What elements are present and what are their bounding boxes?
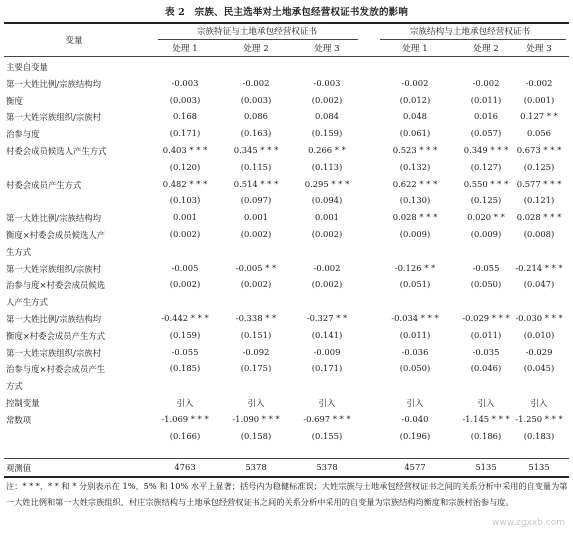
table-cell: (0.003) <box>169 94 201 105</box>
table-cell: (0.103) <box>169 195 201 206</box>
row-label: 第一大姓宗族组织/宗族村 <box>6 263 101 274</box>
table-cell: (0.196) <box>399 430 431 441</box>
table-cell: (0.115) <box>240 161 272 172</box>
table-cell: -1.250 * * * <box>515 413 563 424</box>
header-variable: 变量 <box>65 36 83 46</box>
table-row <box>0 77 573 91</box>
table-cell: 0.016 <box>474 111 498 122</box>
table-cell: (0.183) <box>523 430 555 441</box>
table-cell: (0.125) <box>470 195 502 206</box>
table-cell: (0.002) <box>169 279 201 290</box>
table-cell: (0.141) <box>311 329 343 340</box>
table-cell: 0.349 * * * <box>463 145 509 155</box>
row-label: 治参与度×村委会成员候选 <box>6 280 106 291</box>
table-title: 表 2 宗族、民主选举对土地承包经营权证书发放的影响 <box>164 7 409 18</box>
table-cell: (0.166) <box>169 430 201 441</box>
table-cell: 0.295 * * * <box>304 178 350 189</box>
table-cell: -0.126 * * <box>394 262 436 273</box>
treatment-header: 处理 1 <box>402 44 428 54</box>
table-cell: (0.002) <box>240 279 272 290</box>
table-cell: (0.050) <box>470 279 502 290</box>
table-cell: -0.092 <box>242 346 270 357</box>
table-cell: -0.214 * * * <box>515 262 563 273</box>
table-cell: -0.036 <box>401 346 429 357</box>
table-row <box>0 211 573 225</box>
table-cell: 0.523 * * * <box>392 145 438 155</box>
table-row <box>0 396 573 410</box>
table-cell: 0.403 * * * <box>162 145 208 155</box>
table-cell: 0.001 <box>173 212 197 223</box>
table-cell: (0.186) <box>470 430 502 441</box>
row-label: 衡度 <box>6 95 23 106</box>
observations-cell: 5135 <box>528 462 550 472</box>
table-row <box>0 278 573 292</box>
table-row <box>0 194 573 208</box>
table-cell: -0.055 <box>171 346 199 357</box>
table-cell: (0.003) <box>240 94 272 105</box>
table-cell: 0.020 * * <box>467 212 505 223</box>
table-cell: (0.061) <box>399 128 431 139</box>
table-cell: 0.168 <box>173 111 197 122</box>
table-cell: (0.159) <box>311 128 343 139</box>
observations-cell: 4577 <box>404 462 426 472</box>
treatment-header: 处理 2 <box>473 44 499 54</box>
table-cell: 引入 <box>406 398 424 408</box>
row-label: 第一大姓宗族组织/宗族村 <box>6 347 101 358</box>
table-cell: 0.028 * * * <box>392 212 438 223</box>
table-row <box>0 346 573 360</box>
table-row <box>0 262 573 276</box>
table-cell: 0.622 * * * <box>392 178 438 189</box>
table-row <box>0 60 573 74</box>
table-row <box>0 144 573 158</box>
table-cell: (0.120) <box>169 161 201 172</box>
table-cell: 引入 <box>247 398 265 408</box>
table-cell: (0.130) <box>399 195 431 206</box>
table-cell: -0.002 <box>313 262 341 273</box>
table-cell: -0.029 * * * <box>462 313 510 323</box>
table-note: 注：* * *、* * 和 * 分别表示在 1%、5% 和 10% 水平上显著；括号内为稳健标准误；大姓宗族与土地承包经营权证书之间的关系分析中采用的自变量为第一大姓比例和第一大姓宗族组织、村庄宗族结构与土地承包经营权证书之间的关系分析中采用的自变量为宗族结构均衡度和宗族村治参与度。 <box>6 481 568 507</box>
table-cell: (0.010) <box>523 329 555 340</box>
table-cell: (0.002) <box>311 229 343 239</box>
table-cell: -1.069 * * * <box>161 413 209 424</box>
table-cell: -0.442 * * * <box>161 313 209 323</box>
table-row <box>0 379 573 393</box>
table-cell: (0.125) <box>523 161 555 172</box>
table-cell: 0.673 * * * <box>516 145 562 155</box>
header-group1: 宗族特征与土地承包经营权证书 <box>196 27 318 37</box>
table-cell: (0.002) <box>240 229 272 239</box>
table-row <box>0 178 573 192</box>
table-cell: -0.327 * * <box>306 313 348 323</box>
table-cell: (0.121) <box>523 195 555 206</box>
table-cell: -0.035 <box>472 346 500 357</box>
table-cell: 0.127 * * <box>520 111 558 122</box>
table-cell: 引入 <box>477 398 495 408</box>
table-cell: (0.002) <box>311 94 343 105</box>
table-row <box>0 413 573 427</box>
table-cell: (0.171) <box>311 363 343 374</box>
table-cell: (0.151) <box>240 329 272 340</box>
table-cell: (0.011) <box>470 329 502 340</box>
table-cell: 0.084 <box>315 111 339 122</box>
table-row <box>0 94 573 108</box>
top-rule <box>4 22 569 24</box>
table-cell: -0.003 <box>171 77 199 88</box>
observations-cell: 5378 <box>245 462 267 472</box>
table-cell: (0.159) <box>169 329 201 340</box>
treatment-header: 处理 1 <box>172 44 198 54</box>
treatment-header: 处理 3 <box>526 44 552 54</box>
row-label: 第一大姓宗族组织/宗族村 <box>6 112 101 123</box>
table-cell: (0.051) <box>399 279 431 290</box>
table-row <box>0 228 573 242</box>
table-cell: -0.338 * * <box>235 313 277 323</box>
row-label: 村委会成员候选人产生方式 <box>6 146 107 156</box>
table-cell: (0.113) <box>311 161 343 172</box>
table-cell: (0.185) <box>169 363 201 374</box>
table-cell: (0.097) <box>240 195 272 206</box>
table-cell: 0.550 * * * <box>463 178 509 189</box>
table-cell: 0.028 * * * <box>516 212 562 223</box>
table-row <box>0 161 573 175</box>
table-cell: 引入 <box>530 398 548 408</box>
table-cell: (0.046) <box>470 363 502 374</box>
table-cell: -0.029 <box>525 346 553 357</box>
table-cell: -0.697 * * * <box>303 413 351 424</box>
row-label: 主要自变量 <box>6 62 48 72</box>
table-cell: 0.048 <box>403 111 427 122</box>
table-cell: (0.047) <box>523 279 555 290</box>
observations-label: 观测值 <box>6 463 32 473</box>
table-cell: (0.057) <box>470 128 502 139</box>
table-cell: 0.086 <box>244 111 268 122</box>
table-cell: 0.266 * * <box>308 145 346 155</box>
treatment-header: 处理 2 <box>243 44 269 54</box>
row-label: 治参与度 <box>6 129 40 140</box>
header-rule <box>4 56 569 57</box>
table-cell: -0.005 * * <box>235 262 277 273</box>
treatment-header: 处理 3 <box>314 44 340 54</box>
table-row <box>0 362 573 376</box>
row-label: 常数项 <box>6 414 32 425</box>
table-cell: (0.132) <box>399 161 431 172</box>
table-row <box>0 245 573 259</box>
table-row <box>0 295 573 309</box>
row-label: 生方式 <box>6 246 32 257</box>
table-cell: (0.050) <box>399 363 431 374</box>
table-cell: -0.003 <box>313 77 341 88</box>
table-cell: -0.055 <box>472 262 500 273</box>
watermark: www.zgxxb.com <box>491 518 565 528</box>
table-cell: 0.514 * * * <box>233 178 279 189</box>
table-cell: (0.012) <box>399 94 431 105</box>
header-group2: 宗族结构与土地承包经营权证书 <box>409 27 531 37</box>
table-cell: 0.001 <box>315 212 339 223</box>
table-cell: -0.005 <box>171 262 199 273</box>
table-cell: (0.002) <box>311 279 343 290</box>
table-cell: 0.482 * * * <box>162 178 208 189</box>
table-cell: -0.002 <box>472 77 500 88</box>
row-label: 控制变量 <box>6 398 40 408</box>
table-cell: (0.002) <box>169 229 201 239</box>
row-label: 第一大姓比例/宗族结构均 <box>6 314 101 324</box>
row-label: 第一大姓比例/宗族结构均 <box>6 213 101 224</box>
group2-underline <box>380 39 566 40</box>
table-cell: 引入 <box>176 398 194 408</box>
table-cell: -0.002 <box>401 77 429 88</box>
table-row <box>0 430 573 444</box>
table-row <box>0 312 573 326</box>
table-cell: (0.009) <box>470 229 502 239</box>
table-cell: -0.002 <box>242 77 270 88</box>
table-cell: (0.175) <box>240 363 272 374</box>
table-cell: (0.163) <box>240 128 272 139</box>
observations-row <box>0 461 573 475</box>
table-cell: (0.011) <box>399 329 431 340</box>
table-row <box>0 127 573 141</box>
observations-rule <box>4 458 569 459</box>
table-row <box>0 329 573 343</box>
table-cell: (0.155) <box>311 430 343 441</box>
table-cell: -0.009 <box>313 346 341 357</box>
observations-cell: 5135 <box>475 462 497 472</box>
table-cell: 0.577 * * * <box>516 178 562 189</box>
table-cell: 0.345 * * * <box>233 145 279 155</box>
table-cell: -0.030 * * * <box>515 313 563 323</box>
observations-cell: 4763 <box>174 462 196 472</box>
table-cell: -0.040 <box>401 413 429 424</box>
table-cell: 0.001 <box>244 212 268 223</box>
table-cell: -0.002 <box>525 77 553 88</box>
row-label: 村委会成员产生方式 <box>6 179 82 190</box>
table-cell: 0.056 <box>527 128 551 139</box>
table-row <box>0 110 573 124</box>
table-cell: (0.009) <box>399 229 431 239</box>
group1-underline <box>158 39 358 40</box>
table-cell: (0.011) <box>470 94 502 105</box>
table-cell: -1.090 * * * <box>232 413 280 424</box>
observations-cell: 5378 <box>316 462 338 472</box>
row-label: 治参与度×村委会成员产生 <box>6 364 106 375</box>
table-cell: 引入 <box>318 398 336 408</box>
row-label: 方式 <box>6 381 23 392</box>
table-cell: (0.171) <box>169 128 201 139</box>
table-cell: (0.008) <box>523 229 555 239</box>
table-cell: (0.127) <box>470 161 502 172</box>
row-label: 第一大姓比例/宗族结构均 <box>6 78 101 89</box>
table-cell: (0.001) <box>523 94 555 105</box>
row-label: 衡度×村委会成员候选人产 <box>6 230 106 240</box>
table-cell: (0.158) <box>240 430 272 441</box>
table-cell: (0.094) <box>311 195 343 206</box>
table-cell: -0.034 * * * <box>391 313 439 323</box>
row-label: 人产生方式 <box>6 297 48 308</box>
row-label: 衡度×村委会成员产生方式 <box>6 330 106 341</box>
table-cell: (0.045) <box>523 363 555 374</box>
table-cell: -1.145 * * * <box>462 413 510 424</box>
